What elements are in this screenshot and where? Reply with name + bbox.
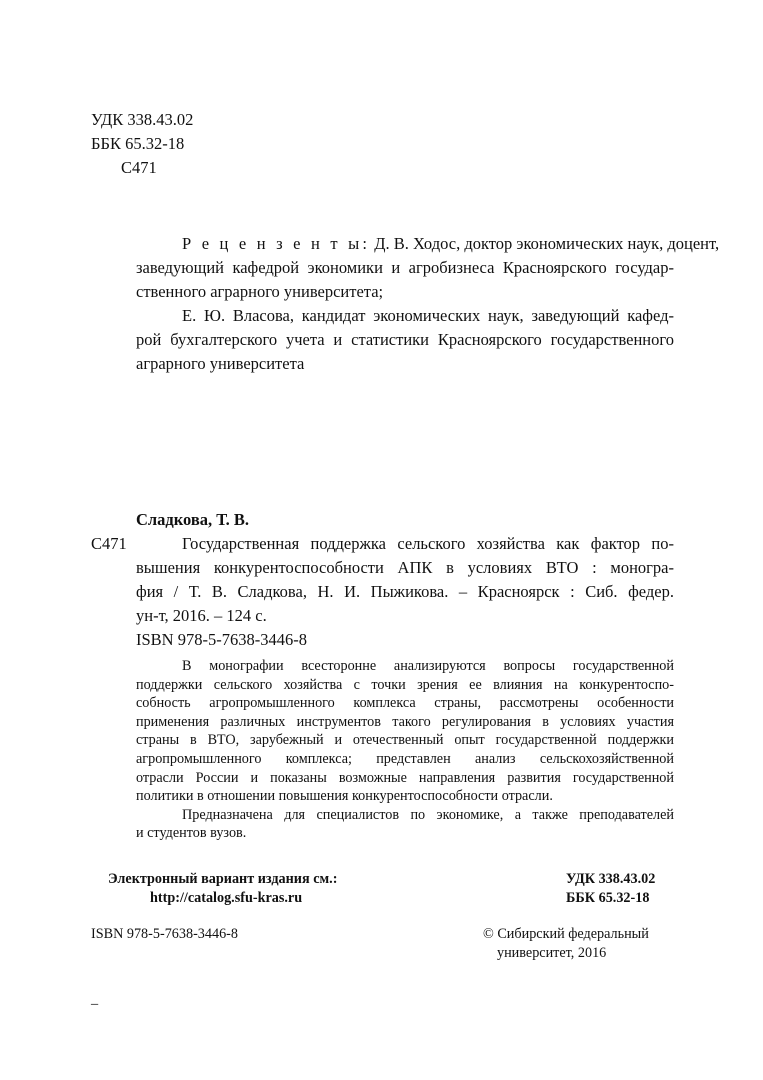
- reviewer-2-line-1: Е. Ю. Власова, кандидат экономических наук, заведующий кафед-: [182, 306, 674, 325]
- annotation-line: применения различных инструментов такого регулирования в условиях участия: [136, 713, 674, 730]
- title-line-4: ун-т, 2016. – 124 с.: [136, 606, 267, 625]
- copyright-line-1: © Сибирский федеральный: [483, 926, 649, 942]
- title-line-2: вышения конкурентоспособности АПК в условиях ВТО : моногра-: [136, 558, 674, 577]
- page-mark: _: [91, 991, 99, 1007]
- reviewer-1-line-2: заведующий кафедрой экономики и агробизнеса Красноярского государ-: [136, 258, 674, 277]
- title-line-1: Государственная поддержка сельского хозяйства как фактор по-: [182, 534, 674, 553]
- footer-bbk: ББК 65.32-18: [566, 890, 650, 906]
- reviewers-label: Р е ц е н з е н т ы:: [182, 234, 371, 253]
- annotation-line: и студентов вузов.: [136, 825, 247, 842]
- annotation-line: политики в отношении повышения конкурентоспособности отрасли.: [136, 788, 553, 805]
- annotation-line: Предназначена для специалистов по экономике, а также преподавателей: [182, 806, 674, 823]
- author-mark: С471: [121, 158, 157, 177]
- copyright-line-2: университет, 2016: [497, 945, 607, 961]
- title-line-3: фия / Т. В. Сладкова, Н. И. Пыжикова. – Красноярск : Сиб. федер.: [136, 582, 674, 601]
- reviewer-2-line-3: аграрного университета: [136, 354, 305, 373]
- annotation-line: собность агропромышленного комплекса страны, рассмотрены особенности: [136, 695, 674, 712]
- isbn-line: ISBN 978-5-7638-3446-8: [136, 630, 307, 649]
- annotation-line: страны в ВТО, зарубежный и отечественный опыт государственной поддержки: [136, 732, 674, 749]
- annotation-line: отрасли России и показаны возможные направления развития государственной: [136, 769, 674, 786]
- annotation-line: агропромышленного комплекса; представлен анализ сельскохозяйственной: [136, 751, 674, 767]
- electronic-version-label: Электронный вариант издания см.:: [108, 871, 338, 887]
- footer-udk: УДК 338.43.02: [566, 871, 656, 887]
- reviewer-1-line-1: [182, 232, 719, 256]
- footer-isbn: ISBN 978-5-7638-3446-8: [91, 926, 238, 942]
- reviewer-2-line-2: рой бухгалтерского учета и статистики Красноярского государственного: [136, 330, 674, 349]
- reviewer-1-line-3: ственного аграрного университета;: [136, 282, 384, 301]
- catalog-url[interactable]: http://catalog.sfu-kras.ru: [150, 890, 303, 906]
- udk-code: УДК 338.43.02: [91, 110, 194, 129]
- reviewer-1-text: Д. В. Ходос, доктор экономических наук, доцент,: [374, 234, 720, 253]
- annotation-line: поддержки сельского хозяйства с точки зрения ее влияния на конкурентоспо-: [136, 676, 674, 693]
- bbk-code: ББК 65.32-18: [91, 134, 185, 153]
- annotation-line: В монографии всесторонне анализируются вопросы государственной: [182, 658, 674, 674]
- author-heading: Сладкова, Т. В.: [136, 510, 250, 529]
- bibliographic-mark: С471: [91, 534, 127, 553]
